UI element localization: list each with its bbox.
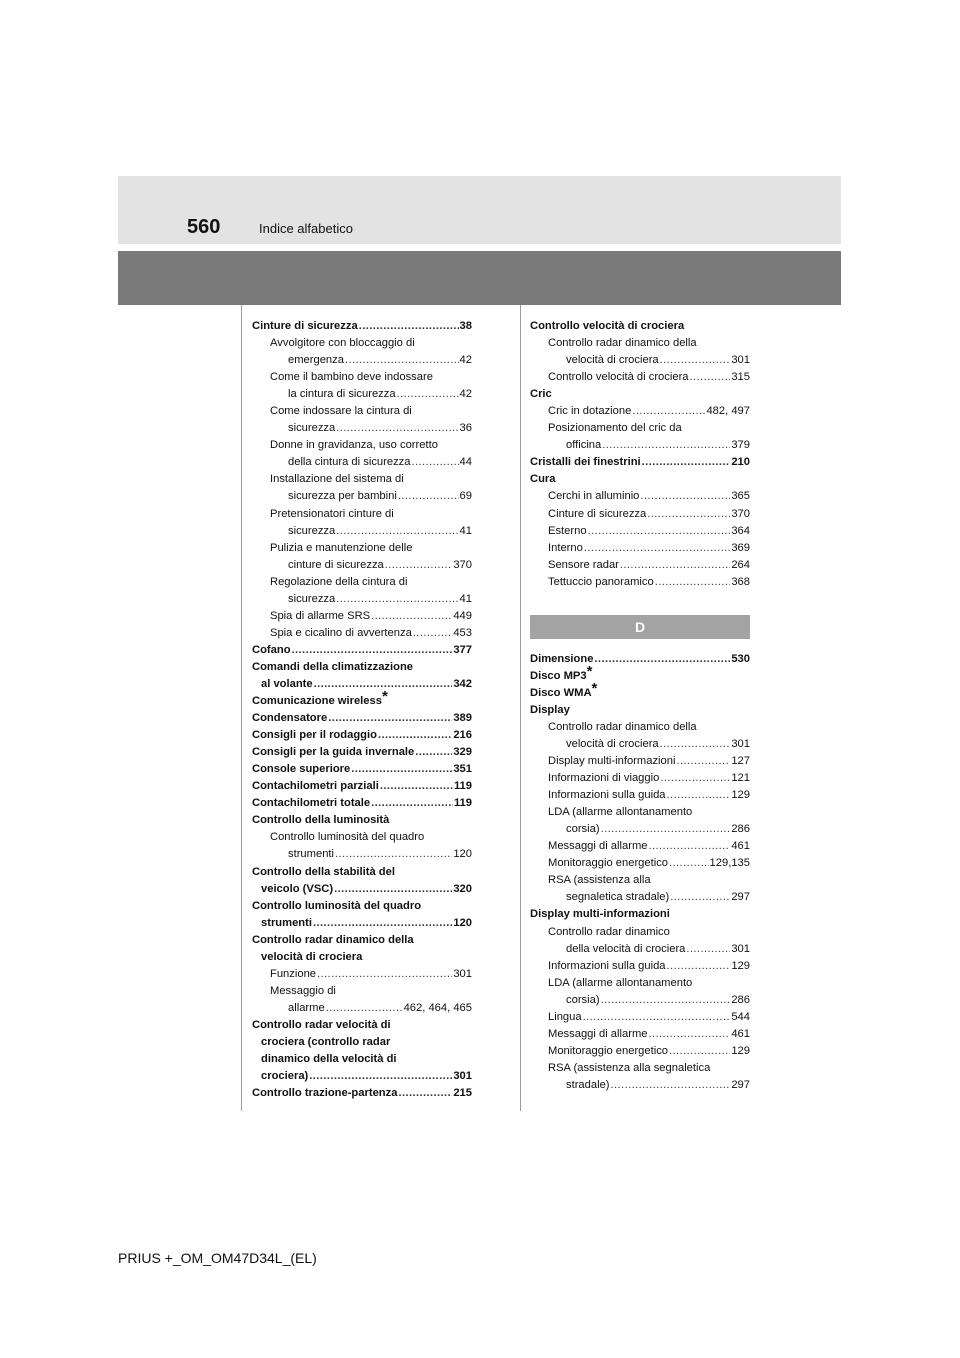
entry-text: Controllo velocità di crociera [530, 320, 685, 332]
entry-text: velocità di crociera [261, 950, 363, 963]
index-entry [252, 710, 472, 727]
entry-label: emergenza [288, 354, 344, 367]
dot-leader [371, 795, 453, 812]
entry-text: Controllo radar dinamico della [548, 337, 697, 350]
entry-page-ref: 42 [459, 388, 472, 401]
entry-label: Cinture di sicurezza [252, 320, 358, 332]
entry-label: corsia) [566, 823, 600, 836]
index-entry [252, 761, 472, 778]
index-entry [252, 420, 472, 437]
page-number: 560 [187, 216, 221, 238]
entry-page-ref: 297 [731, 1078, 750, 1091]
dot-leader [378, 727, 452, 744]
index-heading-line [530, 975, 750, 992]
index-heading-line [252, 574, 472, 591]
entry-label: Spia di allarme SRS [270, 609, 371, 622]
index-heading-line [252, 932, 472, 949]
index-heading-line [530, 872, 750, 889]
index-heading-line [252, 864, 472, 881]
index-entry [252, 523, 472, 540]
index-entry [252, 454, 472, 471]
entry-label: Funzione [270, 967, 317, 980]
index-entry [252, 795, 472, 812]
index-heading-line [252, 1017, 472, 1034]
entry-page-ref: 297 [731, 891, 750, 904]
entry-text: Controllo radar dinamico della [252, 933, 414, 946]
dot-leader [326, 1000, 403, 1017]
entry-text: Controllo della luminosità [252, 814, 390, 827]
index-heading-line [530, 924, 750, 941]
entry-text: Come il bambino deve indossare [270, 371, 433, 384]
entry-page-ref: 44 [459, 456, 472, 469]
dot-leader [640, 488, 730, 505]
index-heading-line [530, 662, 750, 685]
entry-label: Tettuccio panoramico [548, 575, 654, 588]
entry-text: Disco WMA [530, 686, 592, 699]
entry-text: Cura [530, 473, 556, 486]
entry-label: Informazioni sulla guida [548, 789, 666, 802]
dot-leader [385, 557, 453, 574]
entry-page-ref: 482, 497 [706, 405, 750, 418]
column-divider-left [241, 305, 242, 1111]
index-heading-line [530, 318, 750, 335]
entry-label: Console superiore [252, 763, 351, 776]
entry-text: Controllo della stabilità del [252, 865, 395, 878]
dot-leader [611, 1077, 731, 1094]
entry-label: Sensore radar [548, 558, 619, 571]
entry-text: RSA (assistenza alla [548, 874, 651, 887]
index-entry [252, 591, 472, 608]
entry-page-ref: 453 [453, 626, 472, 639]
entry-page-ref: 127 [731, 755, 750, 768]
letter-marker-d: D [530, 615, 750, 639]
entry-label: corsia) [566, 993, 600, 1006]
entry-page-ref: 38 [459, 320, 472, 332]
index-entry [252, 727, 472, 744]
index-entry [530, 1009, 750, 1026]
entry-page-ref: 379 [731, 439, 750, 452]
entry-page-ref: 301 [453, 1070, 472, 1083]
index-heading-line [252, 688, 472, 710]
entry-text: Comunicazione wireless [252, 695, 382, 708]
entry-page-ref: 389 [453, 712, 472, 725]
index-group-c-continued [530, 318, 750, 591]
entry-label: Condensatore [252, 712, 328, 725]
index-entry [530, 1077, 750, 1094]
index-entry [252, 557, 472, 574]
header-band [118, 176, 841, 244]
entry-label: Messaggi di allarme [548, 840, 648, 853]
entry-text: LDA (allarme allontanamento [548, 806, 693, 819]
dot-leader [292, 642, 453, 659]
index-heading-line [252, 369, 472, 386]
entry-page-ref: 301 [453, 967, 472, 980]
entry-label: velocità di crociera [566, 354, 659, 367]
entry-label: della velocità di crociera [566, 942, 686, 955]
dot-leader [655, 574, 731, 591]
index-heading-line [530, 804, 750, 821]
dot-leader [309, 1068, 452, 1085]
column-divider-middle [520, 305, 521, 1111]
index-entry [252, 846, 472, 863]
entry-page-ref: 461 [731, 840, 750, 853]
dot-leader [398, 1085, 452, 1102]
index-heading-line [530, 335, 750, 352]
index-heading-line [530, 1060, 750, 1077]
index-entry [530, 523, 750, 540]
index-heading-line [530, 679, 750, 702]
index-heading-line [530, 386, 750, 403]
entry-label: al volante [261, 677, 313, 690]
entry-label: cinture di sicurezza [288, 558, 384, 571]
entry-page-ref: 301 [731, 737, 750, 750]
index-entry [530, 770, 750, 787]
index-heading-line [530, 702, 750, 719]
index-entry [252, 318, 472, 335]
index-heading-line [252, 1034, 472, 1051]
index-entry [530, 889, 750, 906]
dot-leader [620, 557, 730, 574]
entry-label: crociera) [261, 1070, 309, 1083]
entry-label: Controllo velocità di crociera [548, 371, 689, 384]
dot-leader [359, 318, 459, 335]
index-entry [530, 1043, 750, 1060]
index-entry [252, 1000, 472, 1017]
entry-page-ref: 377 [453, 643, 472, 656]
entry-label: Esterno [548, 524, 587, 537]
entry-text: Controllo luminosità del quadro [252, 899, 422, 912]
entry-text: Controllo radar velocità di [252, 1018, 391, 1031]
index-heading-line [252, 540, 472, 557]
index-entry [252, 1068, 472, 1085]
index-entry [530, 506, 750, 523]
entry-label: sicurezza [288, 524, 336, 537]
entry-label: Consigli per la guida invernale [252, 746, 415, 759]
entry-page-ref: 370 [453, 558, 472, 571]
index-heading-line [252, 898, 472, 915]
entry-text: Display [530, 703, 570, 716]
entry-page-ref: 36 [459, 422, 472, 435]
entry-label: allarme [288, 1001, 325, 1014]
entry-page-ref: 41 [459, 592, 472, 605]
dot-leader [317, 966, 452, 983]
dot-leader [602, 437, 730, 454]
index-entry [530, 855, 750, 872]
entry-text: Cric [530, 388, 552, 401]
entry-label: Contachilometri totale [252, 797, 371, 810]
entry-label: officina [566, 439, 602, 452]
index-entry [530, 736, 750, 753]
index-entry [252, 352, 472, 369]
entry-text: Comandi della climatizzazione [252, 660, 414, 673]
index-heading-line [252, 812, 472, 829]
dot-leader [336, 523, 458, 540]
entry-label: segnaletica stradale) [566, 891, 670, 904]
index-group-d [530, 651, 750, 1094]
index-entry [530, 992, 750, 1009]
index-entry [252, 966, 472, 983]
dot-leader [660, 770, 730, 787]
dot-leader [632, 403, 705, 420]
index-entry [252, 386, 472, 403]
entry-label: Messaggi di allarme [548, 1027, 648, 1040]
entry-page-ref: 286 [731, 823, 750, 836]
entry-page-ref: 462, 464, 465 [403, 1001, 472, 1014]
entry-label: strumenti [288, 848, 335, 861]
entry-text: LDA (allarme allontanamento [548, 976, 693, 989]
index-entry [530, 787, 750, 804]
entry-page-ref: 120 [453, 848, 472, 861]
index-heading-line [530, 420, 750, 437]
index-entry [530, 574, 750, 591]
index-entry [252, 1085, 472, 1102]
entry-page-ref: 264 [731, 558, 750, 571]
entry-page-ref: 129 [731, 959, 750, 972]
dot-leader [313, 915, 452, 932]
entry-text: Come indossare la cintura di [270, 405, 412, 418]
index-heading-line [530, 906, 750, 923]
index-entry [530, 369, 750, 386]
dot-leader [667, 958, 731, 975]
footnote-asterisk: * [381, 688, 388, 706]
entry-page-ref: 301 [731, 942, 750, 955]
index-entry [530, 488, 750, 505]
entry-text: Disco MP3 [530, 669, 587, 682]
entry-label: Display multi-informazioni [548, 755, 676, 768]
entry-label: sicurezza per bambini [288, 490, 397, 503]
entry-page-ref: 449 [453, 609, 472, 622]
index-entry [252, 676, 472, 693]
dot-leader [588, 523, 731, 540]
dot-leader [415, 744, 452, 761]
entry-label: Monitoraggio energetico [548, 857, 669, 870]
dot-leader [594, 651, 730, 668]
entry-page-ref: 129 [731, 789, 750, 802]
entry-page-ref: 286 [731, 993, 750, 1006]
dot-leader [412, 454, 459, 471]
entry-label: Lingua [548, 1010, 582, 1023]
entry-label: velocità di crociera [566, 737, 659, 750]
index-entry [252, 642, 472, 659]
dot-leader [328, 710, 452, 727]
dot-leader [336, 420, 458, 437]
dot-leader [336, 591, 458, 608]
entry-label: Contachilometri parziali [252, 780, 379, 793]
entry-text: dinamico della velocità di [261, 1053, 397, 1066]
entry-page-ref: 120 [453, 916, 472, 929]
entry-page-ref: 369 [731, 541, 750, 554]
entry-label: Consigli per il rodaggio [252, 729, 377, 742]
entry-text: Messaggio di [270, 984, 336, 997]
dot-leader [601, 992, 731, 1009]
index-heading-line [530, 719, 750, 736]
entry-text: Posizionamento del cric da [548, 422, 682, 435]
index-entry [530, 821, 750, 838]
entry-label: Informazioni sulla guida [548, 959, 666, 972]
entry-page-ref: 119 [453, 797, 472, 810]
index-entry [252, 881, 472, 898]
index-heading-line [252, 335, 472, 352]
entry-text: crociera (controllo radar [261, 1035, 391, 1048]
index-entry [252, 608, 472, 625]
dot-leader [334, 881, 452, 898]
entry-label: Interno [548, 541, 583, 554]
dot-leader [601, 821, 731, 838]
entry-label: Cristalli dei finestrini [530, 456, 641, 469]
header-dark-band [118, 251, 841, 305]
index-entry [252, 625, 472, 642]
dot-leader [642, 454, 731, 471]
entry-label: Controllo trazione-partenza [252, 1087, 398, 1100]
dot-leader [686, 941, 730, 958]
dot-leader [584, 540, 730, 557]
entry-label: Cinture di sicurezza [548, 507, 647, 520]
entry-page-ref: 210 [731, 456, 750, 469]
entry-text: Controllo radar dinamico [548, 925, 670, 938]
dot-leader [397, 386, 459, 403]
entry-page-ref: 530 [731, 652, 750, 665]
index-entry [530, 651, 750, 668]
dot-leader [647, 506, 730, 523]
index-heading-line [252, 659, 472, 676]
entry-page-ref: 129,135 [709, 857, 750, 870]
dot-leader [660, 736, 731, 753]
index-entry [530, 540, 750, 557]
index-heading-line [530, 471, 750, 488]
footnote-asterisk: * [586, 662, 593, 680]
index-entry [530, 437, 750, 454]
entry-page-ref: 364 [731, 524, 750, 537]
index-entry [530, 838, 750, 855]
dot-leader [649, 1026, 731, 1043]
entry-page-ref: 121 [731, 772, 750, 785]
entry-page-ref: 544 [731, 1010, 750, 1023]
entry-label: Cofano [252, 643, 291, 656]
entry-label: Informazioni di viaggio [548, 772, 660, 785]
entry-page-ref: 329 [453, 746, 472, 759]
dot-leader [670, 889, 730, 906]
entry-label: stradale) [566, 1078, 610, 1091]
entry-text: Regolazione della cintura di [270, 575, 408, 588]
entry-text: Pulizia e manutenzione delle [270, 541, 413, 554]
entry-label: strumenti [261, 916, 312, 929]
dot-leader [351, 761, 452, 778]
dot-leader [380, 778, 453, 795]
entry-label: Monitoraggio energetico [548, 1044, 669, 1057]
index-heading-line [252, 437, 472, 454]
entry-page-ref: 320 [453, 882, 472, 895]
entry-text: Installazione del sistema di [270, 473, 404, 486]
entry-text: RSA (assistenza alla segnaletica [548, 1061, 711, 1074]
entry-label: sicurezza [288, 592, 336, 605]
dot-leader [676, 753, 730, 770]
index-entry [530, 1026, 750, 1043]
index-entry [530, 352, 750, 369]
entry-page-ref: 461 [731, 1027, 750, 1040]
index-heading-line [252, 829, 472, 846]
index-entry [530, 403, 750, 420]
entry-page-ref: 119 [453, 780, 472, 793]
entry-page-ref: 351 [453, 763, 472, 776]
dot-leader [335, 846, 452, 863]
entry-text: Donne in gravidanza, uso corretto [270, 439, 438, 452]
index-entry [530, 557, 750, 574]
index-column-left [252, 318, 472, 1102]
index-heading-line [252, 506, 472, 523]
entry-page-ref: 368 [731, 575, 750, 588]
entry-page-ref: 301 [731, 354, 750, 367]
entry-page-ref: 129 [731, 1044, 750, 1057]
entry-page-ref: 370 [731, 507, 750, 520]
dot-leader [667, 787, 731, 804]
entry-label: della cintura di sicurezza [288, 456, 411, 469]
index-heading-line [252, 983, 472, 1000]
entry-page-ref: 69 [459, 490, 472, 503]
dot-leader [660, 352, 731, 369]
dot-leader [371, 608, 452, 625]
index-column-right [530, 318, 750, 1094]
entry-page-ref: 215 [453, 1087, 472, 1100]
index-entry [252, 488, 472, 505]
dot-leader [398, 488, 459, 505]
dot-leader [413, 625, 453, 642]
dot-leader [649, 838, 731, 855]
entry-page-ref: 315 [731, 371, 750, 384]
entry-page-ref: 342 [453, 677, 472, 690]
section-title: Indice alfabetico [259, 221, 353, 236]
entry-text: Display multi-informazioni [530, 908, 670, 921]
dot-leader [669, 1043, 730, 1060]
document-code: PRIUS +_OM_OM47D34L_(EL) [118, 1250, 317, 1266]
entry-page-ref: 41 [459, 524, 472, 537]
index-heading-line [252, 403, 472, 420]
index-heading-line [252, 949, 472, 966]
entry-label: sicurezza [288, 422, 336, 435]
entry-page-ref: 216 [453, 729, 472, 742]
entry-label: veicolo (VSC) [261, 882, 334, 895]
entry-label: Cerchi in alluminio [548, 490, 640, 503]
dot-leader [669, 855, 709, 872]
index-entry [252, 778, 472, 795]
index-entry [530, 753, 750, 770]
index-heading-line [252, 471, 472, 488]
entry-text: Controllo radar dinamico della [548, 720, 697, 733]
index-entry [530, 958, 750, 975]
index-entry [252, 744, 472, 761]
index-entry [252, 915, 472, 932]
entry-text: Pretensionatori cinture di [270, 507, 394, 520]
entry-label: Cric in dotazione [548, 405, 632, 418]
dot-leader [690, 369, 731, 386]
dot-leader [583, 1009, 731, 1026]
entry-text: Avvolgitore con bloccaggio di [270, 337, 415, 350]
index-heading-line [252, 1051, 472, 1068]
dot-leader [345, 352, 459, 369]
entry-page-ref: 365 [731, 490, 750, 503]
entry-label: la cintura di sicurezza [288, 388, 396, 401]
entry-page-ref: 42 [459, 354, 472, 367]
footnote-asterisk: * [591, 679, 598, 697]
entry-text: Controllo luminosità del quadro [270, 831, 425, 844]
index-entry [530, 454, 750, 471]
entry-label: Spia e cicalino di avvertenza [270, 626, 412, 639]
entry-label: Dimensione [530, 652, 594, 665]
index-entry [530, 941, 750, 958]
